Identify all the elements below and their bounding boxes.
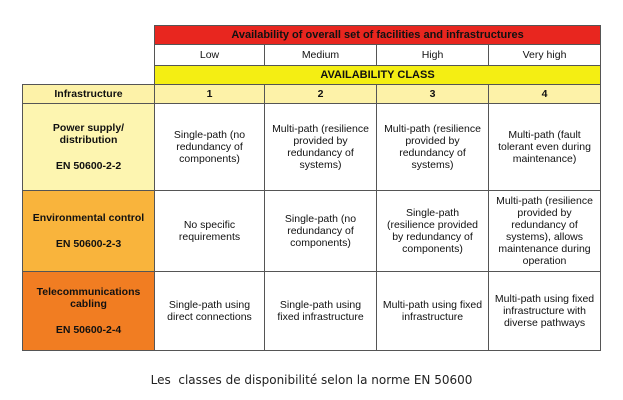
availability-table [22,25,601,351]
row-standard: EN 50600-2-2 [55,160,122,172]
level-low: Low [155,45,265,66]
table-cell: Multi-path (fault tolerant even during maintenance) [489,104,601,191]
table-title: Availability of overall set of facilities and infrastructures [155,26,601,45]
class-number-3: 3 [377,85,489,104]
table-cell: Multi-path using fixed infrastructure [377,272,489,351]
blank-corner [23,26,155,45]
table-cell: No specific requirements [155,191,265,272]
level-very-high: Very high [489,45,601,66]
table-cell: Multi-path using fixed infrastructure with diverse pathways [489,272,601,351]
blank-corner [23,45,155,66]
table-row [23,104,601,191]
table-row [23,272,601,351]
row-header-telecom [23,272,155,351]
table-cell: Single-path (resilience provided by redundancy of components) [377,191,489,272]
table-cell: Single-path (no redundancy of components) [265,191,377,272]
row-name: Telecommunications cabling [36,286,141,310]
row-name: Power supply/ distribution [52,122,125,146]
row-name: Environmental control [32,212,145,224]
table-cell: Multi-path (resilience provided by redundancy of systems) [265,104,377,191]
blank-corner [23,66,155,85]
table-cell: Multi-path (resilience provided by redundancy of systems), allows maintenance during operation [489,191,601,272]
table-cell: Single-path using fixed infrastructure [265,272,377,351]
row-header-power [23,104,155,191]
table-row [23,191,601,272]
table-cell: Multi-path (resilience provided by redundancy of systems) [377,104,489,191]
class-number-1: 1 [155,85,265,104]
row-header-environmental [23,191,155,272]
row-standard: EN 50600-2-3 [55,238,122,250]
table-cell: Single-path (no redundancy of components) [155,104,265,191]
infrastructure-header: Infrastructure [23,85,155,104]
class-number-2: 2 [265,85,377,104]
availability-class-label: AVAILABILITY CLASS [155,66,601,85]
table-cell: Single-path using direct connections [155,272,265,351]
row-standard: EN 50600-2-4 [55,324,122,336]
class-number-4: 4 [489,85,601,104]
figure-caption: Les classes de disponibilité selon la norme EN 50600 [150,373,473,387]
level-high: High [377,45,489,66]
level-medium: Medium [265,45,377,66]
